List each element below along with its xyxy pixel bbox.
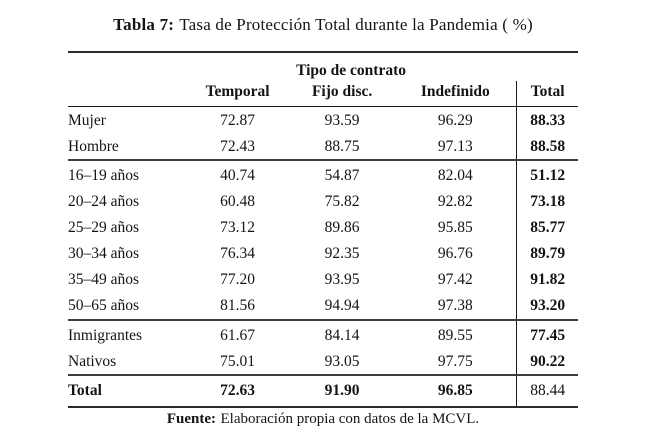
cell-temporal: 61.67 (185, 320, 290, 349)
source-note-text: Elaboración propia con datos de la MCVL. (220, 411, 480, 427)
source-note-label: Fuente: (166, 411, 216, 427)
column-header-temporal: Temporal (185, 81, 290, 107)
cell-temporal: 76.34 (220, 245, 255, 262)
cell-fijo-disc: 75.82 (324, 193, 360, 210)
protection-rate-table (68, 51, 578, 408)
cell-indefinido: 96.76 (437, 245, 473, 262)
cell-temporal: 72.87 (220, 111, 255, 129)
cell-temporal: 81.56 (220, 297, 255, 314)
table-row-30-34 (68, 241, 578, 267)
cell-indefinido: 97.42 (437, 271, 473, 288)
empty-corner-cell (68, 81, 185, 107)
row-label: 35–49 años (68, 271, 140, 288)
empty-header-cell (517, 52, 578, 81)
cell-indefinido: 95.85 (437, 219, 473, 236)
table-row-16-19 (68, 160, 578, 189)
cell-indefinido: 92.82 (437, 193, 473, 210)
row-label: Nativos (68, 352, 117, 370)
cell-total: 77.45 (517, 320, 578, 349)
row-label: 16–19 años (68, 160, 185, 189)
cell-temporal: 77.20 (220, 271, 255, 288)
cell-indefinido: 96.29 (437, 111, 473, 129)
source-note (0, 411, 646, 428)
row-label: Mujer (68, 111, 106, 129)
cell-total: 85.77 (517, 215, 578, 241)
cell-fijo-disc: 54.87 (290, 160, 395, 189)
cell-total: 91.82 (517, 267, 578, 293)
table-row-total (68, 375, 578, 407)
cell-fijo-disc: 92.35 (324, 245, 360, 262)
cell-fijo-disc: 89.86 (324, 219, 360, 236)
cell-indefinido: 97.38 (437, 297, 473, 314)
table-title-number: Tabla 7: (113, 15, 175, 34)
cell-fijo-disc: 93.05 (324, 352, 360, 370)
row-label: 30–34 años (68, 245, 140, 262)
table-row-50-65 (68, 293, 578, 320)
row-label: Total (68, 375, 185, 407)
cell-fijo-disc: 94.94 (324, 297, 360, 314)
column-header-row (68, 81, 578, 107)
cell-indefinido: 89.55 (394, 320, 516, 349)
row-label: Inmigrantes (68, 320, 185, 349)
cell-indefinido: 82.04 (394, 160, 516, 189)
cell-indefinido: 97.13 (437, 137, 473, 155)
cell-temporal: 40.74 (185, 160, 290, 189)
cell-total: 88.58 (517, 133, 578, 160)
cell-total: 88.33 (517, 107, 578, 134)
cell-total: 51.12 (517, 160, 578, 189)
cell-total: 90.22 (517, 348, 578, 375)
contract-type-span-header: Tipo de contrato (185, 52, 516, 81)
cell-indefinido: 96.85 (394, 375, 516, 407)
table-row-35-49 (68, 267, 578, 293)
table-row-mujer (68, 107, 578, 134)
cell-total: 89.79 (517, 241, 578, 267)
cell-temporal: 60.48 (220, 193, 255, 210)
cell-total: 93.20 (517, 293, 578, 320)
cell-fijo-disc: 84.14 (290, 320, 395, 349)
table-row-hombre (68, 133, 578, 160)
table-title (0, 15, 646, 35)
table-row-nativos (68, 348, 578, 375)
table-row-25-29 (68, 215, 578, 241)
cell-fijo-disc: 91.90 (290, 375, 395, 407)
cell-temporal: 75.01 (220, 352, 255, 370)
column-header-total: Total (517, 81, 578, 107)
cell-temporal: 72.43 (220, 137, 255, 155)
cell-total: 73.18 (517, 189, 578, 215)
row-label: 50–65 años (68, 297, 140, 314)
cell-temporal: 72.63 (185, 375, 290, 407)
table-row-inmigrantes (68, 320, 578, 349)
group-header-row (68, 52, 578, 81)
row-label: 20–24 años (68, 193, 140, 210)
column-header-fijo-disc: Fijo disc. (290, 81, 395, 107)
column-header-indefinido: Indefinido (394, 81, 516, 107)
empty-corner-cell (68, 52, 185, 81)
table-row-20-24 (68, 189, 578, 215)
cell-fijo-disc: 88.75 (324, 137, 360, 155)
row-label: 25–29 años (68, 219, 140, 236)
cell-fijo-disc: 93.59 (324, 111, 360, 129)
cell-temporal: 73.12 (220, 219, 255, 236)
cell-total: 88.44 (517, 375, 578, 407)
cell-indefinido: 97.75 (437, 352, 473, 370)
row-label: Hombre (68, 137, 119, 155)
cell-fijo-disc: 93.95 (324, 271, 360, 288)
table-title-text: Tasa de Protección Total durante la Pandemia ( %) (179, 15, 533, 34)
